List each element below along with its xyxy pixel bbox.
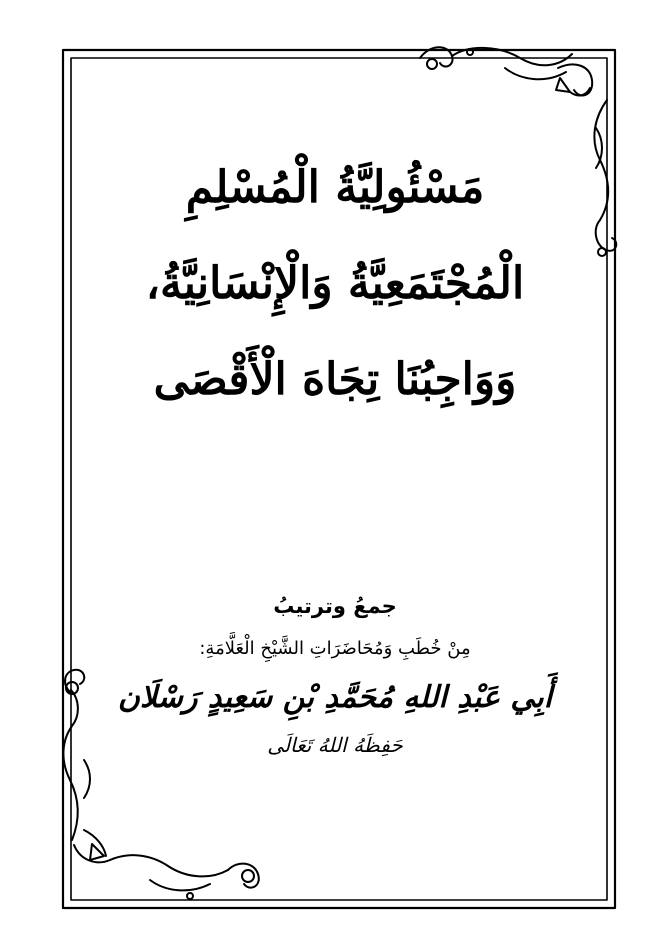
source-label: مِنْ خُطَبِ وَمُحَاضَرَاتِ الشَّيْخِ الْعَلَّامَةِ: <box>199 638 471 659</box>
title-line-3: وَوَاجِبُنَا تِجَاهَ الْأَقْصَى <box>153 354 517 405</box>
author-blessing: حَفِظَهُ اللهُ تَعَالَى <box>267 733 403 757</box>
credits-block <box>90 585 580 765</box>
title-block <box>90 140 580 428</box>
compiled-by-label: جمعُ وترتيبُ <box>273 594 397 618</box>
title-line-1: مَسْئُولِيَّةُ الْمُسْلِمِ <box>185 162 485 213</box>
title-line-2: الْمُجْتَمَعِيَّةُ وَالْإِنْسَانِيَّةُ، <box>145 258 525 309</box>
author-name: أَبِي عَبْدِ اللهِ مُحَمَّدِ بْنِ سَعِيدٍ رَسْلَان <box>117 680 553 715</box>
